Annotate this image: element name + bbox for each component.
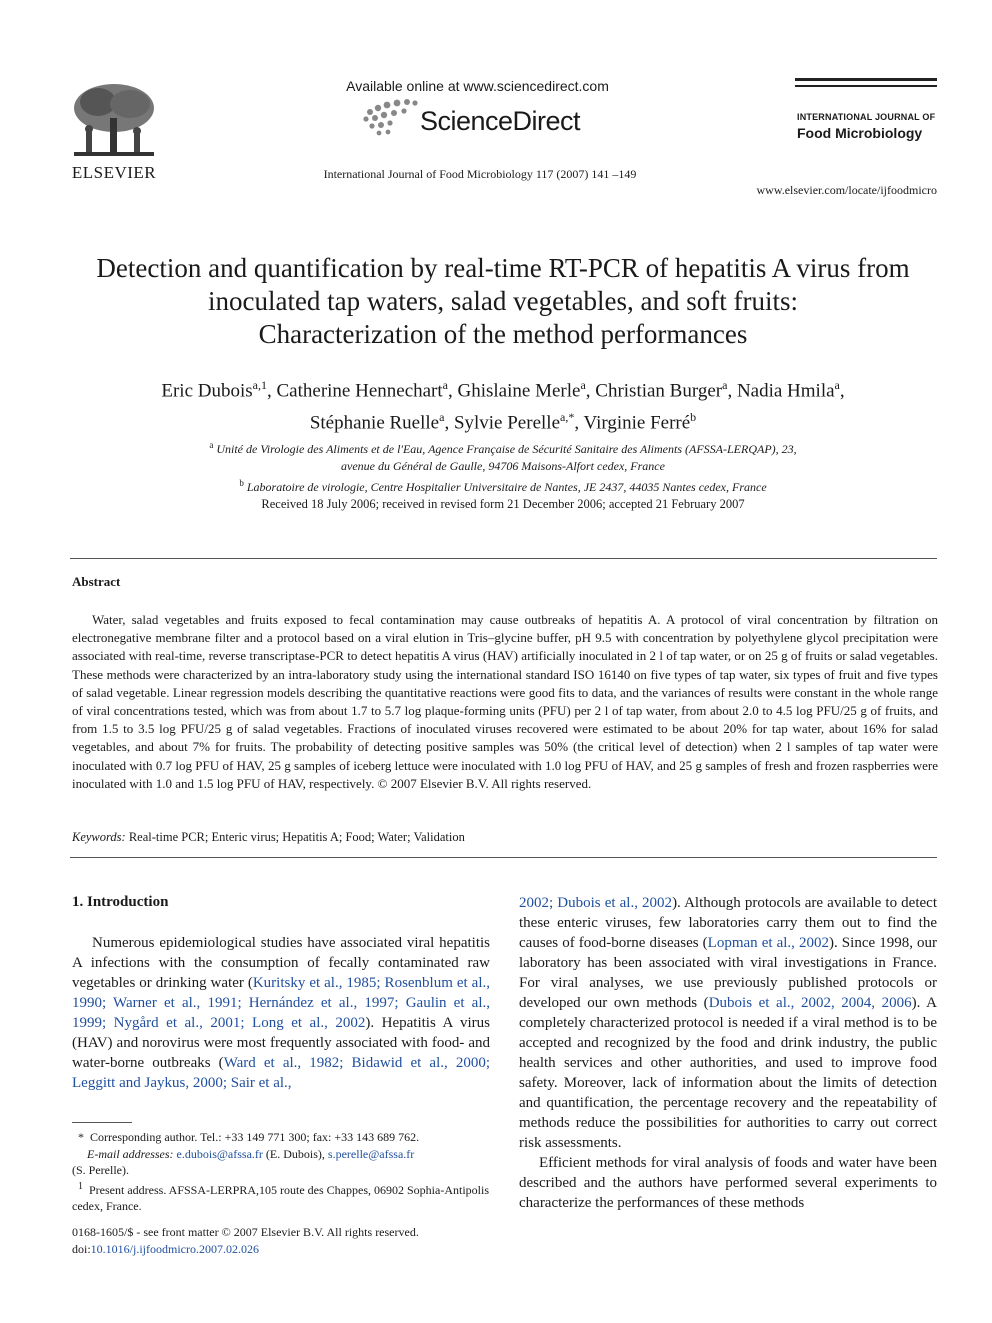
email-label: E-mail addresses:: [87, 1146, 174, 1161]
present-address: Present address. AFSSA-LERPRA,105 route des Chappes, 06902 Sophia-Antipolis cedex, France.: [72, 1182, 489, 1213]
journal-header-rules: [795, 78, 937, 90]
journal-url[interactable]: www.elsevier.com/locate/ijfoodmicro: [756, 183, 937, 197]
left-column-text: [72, 933, 490, 1093]
keywords: [72, 830, 465, 845]
affil-mark-b: b: [239, 478, 244, 488]
intro-text: ). Although protocols are available to detect these enteric viruses, few laboratories carry them out to find the causes of food-borne diseases (: [519, 895, 937, 951]
journal-name-line2: Food Microbiology: [797, 125, 923, 141]
author-name[interactable]: Nadia Hmila: [736, 380, 835, 402]
footnotes: [72, 1129, 490, 1215]
doi-link[interactable]: 10.1016/j.ijfoodmicro.2007.02.026: [90, 1242, 259, 1256]
divider-bottom: [70, 857, 937, 858]
citation-link[interactable]: Kuritsky et al., 1985; Rosenblum et al., 1990; Warner et al., 1991; Hernández et al., 1997; Gaulin et al., 1999; Nygård et al., 2001; Long et al., 2002: [72, 975, 490, 1031]
author-affil-mark[interactable]: a: [439, 410, 445, 425]
footnote-emails: [72, 1146, 490, 1163]
author-name[interactable]: Ghislaine Merle: [457, 380, 581, 402]
author-affil-mark[interactable]: a: [442, 378, 448, 392]
abstract-body: [72, 611, 938, 793]
affiliation-a: [60, 437, 946, 458]
author-name[interactable]: Eric Dubois: [161, 380, 253, 402]
author-name[interactable]: Stéphanie Ruelle: [309, 412, 440, 434]
email-link[interactable]: s.perelle@afssa.fr: [327, 1146, 415, 1161]
journal-name-line1: INTERNATIONAL JOURNAL OF: [797, 112, 936, 122]
title-line-1: Detection and quantification by real-time RT-PCR of hepatitis A virus from: [96, 253, 910, 283]
affiliations: [60, 437, 946, 496]
footnote-mark: *: [78, 1130, 84, 1144]
authors-line-1: Eric Dubois$^{a,1}$, Catherine Hennechart$^a$, Ghislaine Merle$^a$, Christian Burger$^a$, Nadia Hmila$^a$,: [161, 378, 845, 402]
citation-link[interactable]: 2002; Dubois et al., 2002: [519, 895, 673, 911]
abstract-heading: Abstract: [72, 574, 121, 589]
author-affil-mark[interactable]: a,*: [560, 410, 575, 425]
affiliation-b: [60, 475, 946, 496]
email-link[interactable]: e.dubois@afssa.fr: [176, 1146, 263, 1161]
author-name[interactable]: Catherine Hennechart: [276, 380, 443, 402]
doi-label: doi:: [72, 1242, 91, 1256]
article-title: [60, 252, 946, 351]
intro-paragraph: Efficient methods for viral analysis of foods and water have been described and the authors have performed several experiments to characterize the performances of these methods: [519, 1155, 937, 1211]
journal-citation: International Journal of Food Microbiology 117 (2007) 141 –149: [323, 167, 637, 181]
author-name[interactable]: Christian Burger: [595, 380, 723, 402]
issn-line: 0168-1605/$ - see front matter © 2007 Elsevier B.V. All rights reserved.: [72, 1225, 419, 1239]
keywords-list: Real-time PCR; Enteric virus; Hepatitis A; Food; Water; Validation: [128, 830, 465, 844]
issn-doi: [72, 1224, 490, 1258]
footnote-rule: [72, 1122, 132, 1123]
author-affil-mark[interactable]: a,1: [252, 378, 267, 392]
author-name[interactable]: Virginie Ferré: [583, 412, 691, 434]
publisher-name: ELSEVIER: [71, 163, 157, 182]
footnote-mark: 1: [78, 1180, 83, 1192]
intro-text: Numerous epidemiological studies have associated viral hepatitis A infections with the consumption of fecally contaminated raw vegetables or drinking water (: [72, 935, 490, 991]
intro-text: ). A completely characterized protocol is needed if a viral method is to be accepted and recognized by the food and drink industry, the public health services and other authorities, and used to improve food safety. Moreover, lack of information about the limits of detection and quantification, the percentage recovery and the repeatability of methods reduce the possibilities for authorities to carry out correct risk assessments.: [519, 995, 938, 1151]
author-affil-mark[interactable]: a: [580, 378, 586, 392]
abstract-copyright: © 2007 Elsevier B.V. All rights reserved.: [377, 775, 592, 791]
author-list: [60, 372, 946, 437]
abstract-text: Water, salad vegetables and fruits exposed to fecal contamination may cause outbreaks of hepatitis A. A protocol of viral concentration by filtration on electronegative membrane filter and a protocol based on a viral elution in Tris–glycine buffer, pH 9.5 with concentration by polyethylene glycol precipitation were associated with real-time, reverse transcriptase-PCR to detect hepatitis A virus (HAV) artificially inoculated in 2 l of tap water, or on 25 g of fruits or salad vegetables. These methods were characterized by an intra-laboratory study using the international standard ISO 16140 on five types of tap water, six types of fruit and five types of salad vegetable. Linear regression models describing the quantitative reactions were good fits to data, and the variances of results were constant in the whole range of viral concentrations tested, which was from about 1.7 to 5.7 log plaque-forming units (PFU) per 2 l of tap water, from about 2.0 to 4.5 log PFU/25 g of fruits, and from 1.5 to 3.5 log PFU/25 g of salad vegetables. Fractions of inoculated viruses recovered were estimated to be about 20% for tap water, about 16% for salad vegetables, and about 7% for fruits. The probability of detecting positive samples was 50% (the critical level of detection) when 2 l samples of tap water were inoculated with 0.7 log PFU of HAV, 25 g samples of iceberg lettuce were inoculated with 1.0 log PFU of HAV, and 25 g samples of fresh and frozen raspberries were inoculated with 1.0 and 1.5 log PFU of HAV, respectively.: [72, 612, 938, 791]
affiliation-a-cont: avenue du Général de Gaulle, 94706 Maisons-Alfort cedex, France: [341, 459, 665, 473]
divider-top: [70, 558, 937, 559]
citation-link[interactable]: Ward et al., 1982; Bidawid et al., 2000; Leggitt and Jaykus, 2000; Sair et al.,: [72, 1055, 491, 1091]
affil-mark-a: a: [209, 440, 214, 450]
elsevier-tree-logo: [68, 80, 160, 164]
available-online-text: Available online at www.sciencedirect.com: [346, 78, 609, 94]
keywords-label: Keywords:: [72, 830, 126, 844]
corresponding-text: Corresponding author. Tel.: +33 149 771 300; fax: +33 143 689 762.: [90, 1130, 420, 1144]
author-affil-mark[interactable]: a: [834, 378, 840, 392]
author-name[interactable]: Sylvie Perelle: [453, 412, 560, 434]
intro-text: ). Since 1998, our laboratory has been associated with viral investigations in France. For viral analyses, we use previously published protocols or developed our own methods (: [519, 935, 937, 1011]
authors-line-2: Stéphanie Ruelle$^a$, Sylvie Perelle$^{a,*}$, Virginie Ferré$^b$: [309, 410, 697, 434]
sciencedirect-wordmark: ScienceDirect: [420, 106, 581, 136]
right-column-text: [519, 893, 937, 1213]
citation-link[interactable]: Lopman et al., 2002: [707, 935, 829, 951]
sciencedirect-dots-icon: [360, 98, 422, 138]
doi-line: [72, 1241, 490, 1258]
email-owner: (E. Dubois),: [265, 1146, 325, 1161]
citation-link[interactable]: Dubois et al., 2002, 2004, 2006: [708, 995, 912, 1011]
title-line-3: Characterization of the method performances: [258, 319, 748, 349]
footnote-1: [72, 1179, 490, 1215]
affil-a-line1: Unité de Virologie des Aliments et de l'Eau, Agence Française de Sécurité Sanitaire des Aliments (AFSSA-LERQAP), 23,: [216, 442, 797, 456]
footnote-corresponding: [72, 1129, 490, 1146]
intro-paragraph: [519, 893, 937, 1153]
intro-text: ). Hepatitis A virus (HAV) and norovirus were most frequently associated with food- and water-borne outbreaks (: [72, 1015, 490, 1071]
author-affil-mark[interactable]: a: [722, 378, 728, 392]
received-dates: Received 18 July 2006; received in revised form 21 December 2006; accepted 21 February 2007: [261, 497, 745, 511]
title-line-2: inoculated tap waters, salad vegetables, and soft fruits:: [207, 286, 799, 316]
affil-b-line: Laboratoire de virologie, Centre Hospitalier Universitaire de Nantes, JE 2437, 44035 Nantes cedex, France: [246, 480, 767, 494]
footnote-email-owner: (S. Perelle).: [72, 1163, 129, 1177]
section-heading-introduction: 1. Introduction: [72, 894, 169, 910]
author-affil-mark[interactable]: b: [690, 410, 697, 425]
